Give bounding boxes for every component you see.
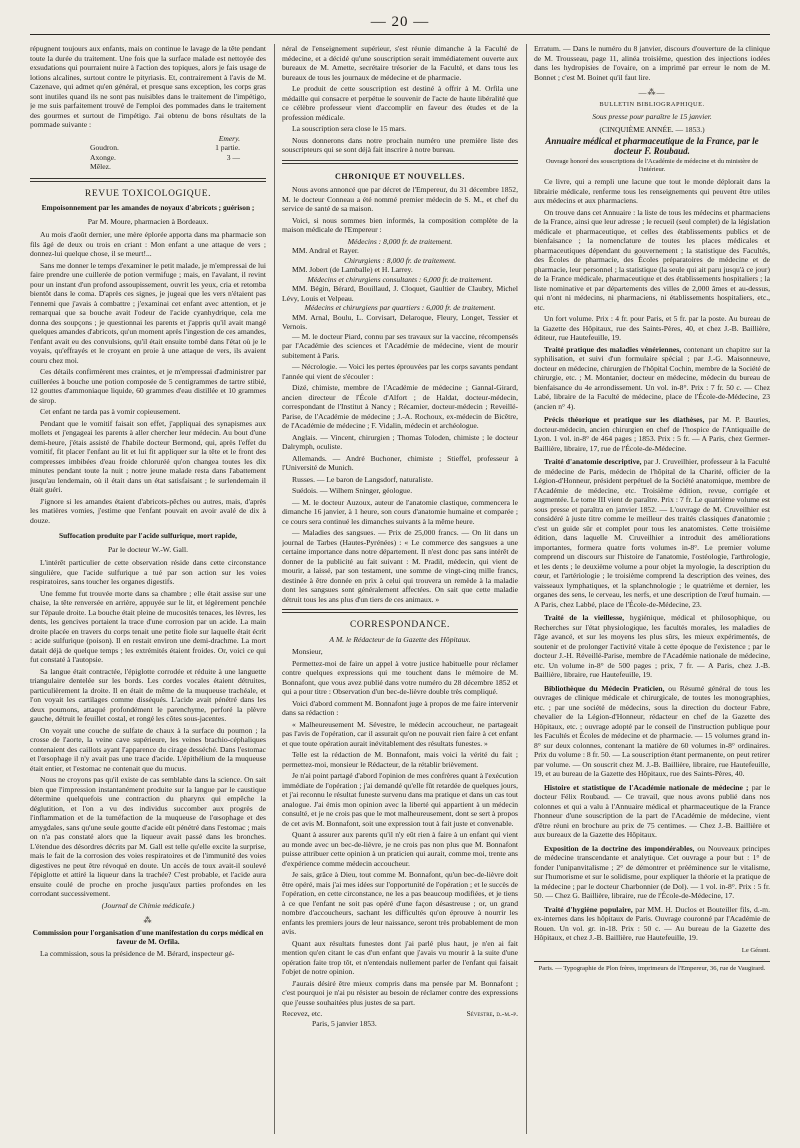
recipe-ingredient: Goudron.: [90, 143, 119, 153]
intro-paragraph: répugnent toujours aux enfants, mais on continue le lavage de la tête pendant toute la durée du traitement. Une fois que la surface malade est nettoyée des exsudations qui pourraient nuire à l'action des topiques, alors je fais usage de lotions alcalines, surtout contre le pityriasis. Et, contrairement à l'avis de M. Cazenave, qui admet qu'en général, et presque sans exception, les corps gras sont inutiles quand ils ne sont pas nuisibles dans le traitement de l'impétigo, je me suis parfaitement trouvé de l'emploi des pommades dans le traitement des gourmes et surtout de l'impétigo. J'ai obtenu de bons résultats de la pommade suivante :: [30, 44, 266, 129]
article-paragraph: Sa langue était contractée, l'épiglotte corrodée et réduite à une languette triangulaire dentelée sur les bords. Les cordes vocales étaient détruites, particulièrement la droite. Il en était de même de la muqueuse trachéale, et l'on voyait les cartilages comme disséqués. L'acide avait pénétré dans les deux poumons, attaqué profondément le parenchyme, perforé la plèvre gauche, détruit le feuillet costal, et rongé les côtes sous-jacentes.: [30, 666, 266, 724]
commission-p4: Nous donnerons dans notre prochain numéro une première liste des souscripteurs qui se sont déjà fait inscrire à notre bureau.: [282, 135, 518, 154]
commission-p2: Le produit de cette souscription est destiné à offrir à M. Orfila une médaille qui consacre et perpétue le souvenir de l'acte de haute libéralité que ce célèbre professeur vient d'accomplir en faveur des études et de la profession médicale.: [282, 84, 518, 122]
article-paragraph: Cet enfant ne tarda pas à vomir copieusement.: [40, 407, 181, 417]
entry-title: Traité d'hygiène populaire,: [544, 904, 633, 914]
chronique-paragraph: Voici, si nous sommes bien informés, la composition complète de la maison médicale de l'Empereur :: [282, 215, 518, 234]
article-source: (Journal de Chimie médicale.): [101, 900, 195, 910]
column-rule-2: [526, 44, 527, 1134]
bibliography-entry: [534, 613, 770, 680]
imperial-medical-household: [282, 237, 518, 332]
recipe-dose: 1 partie.: [215, 143, 240, 153]
letter-paragraph: Quant aux résultats funestes dont j'ai parlé plus haut, je n'en ai fait mention qu'en citant le cas d'un enfant que j'avais vu mourir à la suite d'une opération faite trop tôt, et n'entendais nullement parler de l'enfant qui faisait l'objet de notre opinion.: [282, 938, 518, 976]
annuaire-paragraph: On trouve dans cet Annuaire : la liste de tous les médecins et pharmaciens de la France, ainsi que leur adresse ; le recueil (seul complet) de la législation médicale et pharmaceutique, et celles des établissements publics et de bienfaisance ; la nomenclature de toutes les places médicales et pharmaceutiques dépendant du gouvernement ; la statistique des Facultés, des Écoles de pharmacie, des Écoles préparatoires de médecine et de pharmacie, leur personnel ; la statistique (la seule qui ait paru jusqu'à ce jour) de la France médicale, pharmaceutique et des établissements hospitaliers ; la liste nominative et par départements des villes de 2,000 âmes et au-dessus, qui n'ont ni médecins, ni pharmaciens, ni établissements hospitaliers, etc., etc.: [534, 207, 770, 312]
correspondance-date: Paris, 5 janvier 1853.: [312, 1018, 377, 1028]
letter-paragraph: Permettez-moi de faire un appel à votre justice habituelle pour réclamer contre quelques expressions qui me touchent dans le mémoire de M. Bonnafont, que vous avez publié dans votre numéro du 28 décembre 1852 et qui a pour titre : Observation d'un bec-de-lièvre double très compliqué.: [282, 658, 518, 696]
entry-title: Histoire et statistique de l'Académie nationale de médecine ;: [544, 782, 749, 792]
household-line: MM. Jobert (de Lamballe) et H. Larrey.: [292, 265, 413, 274]
entry-text: contenant un chapitre sur la syphilisation, et suivi d'un formulaire spécial ; par J.-G. Maisonneuve, docteur en médecine, chirurgien de l'hôpital Cochin, membre de la Société de chirurgie, etc. ; M. Montanier, docteur en médecine, médecin du bureau de bienfaisance du 4e arrondissement. Un vol. in-8°. Prix : 7 fr. 50 c. — Chez Labé, libraire de la Faculté de médecine, place de l'École-de-Médecine, 23 (ancien n° 4).: [534, 344, 770, 411]
chronique-paragraph: Dizé, chimiste, membre de l'Académie de médecine ; Gannal-Girard, ancien directeur de l'École d'Alfort ; de Haldat, docteur-médecin, correspondant de l'Institut à Nancy ; Récamier, docteur-médecin ; Reveillé-Parise, de l'Académie de médecine ; J.-A. Rochoux, ex-médecin de Bicêtre, de l'Académie de médecine ; F. Vidalin, médecin et archéologue.: [282, 383, 518, 430]
chronique-more: [282, 332, 518, 605]
letter-paragraph: J'aurais désiré être mieux compris dans ma pensée par M. Bonnafont ; c'est pourquoi je n'ai pu résister au besoin de réclamer contre des expressions que j'eusse souhaitées plus justes de sa part.: [282, 978, 518, 1007]
entry-text: par le docteur Félix Roubaud. — Ce travail, que nous avons publié dans nos colonnes et qui a valu à l'Annuaire médical et pharmaceutique de la France l'honneur d'une souscription de la part de l'Académie de médecine, vient d'être réuni en brochure au prix de 75 centimes. — Chez J.-B. Baillière et aux bureaux de la Gazette des Hôpitaux.: [534, 782, 770, 839]
household-line: MM. Bégin, Bérard, Bouillaud, J. Cloquet, Gaultier de Claubry, Michel Lévy, Louis et Velpeau.: [282, 284, 518, 303]
article-paragraph: J'ignore si les amandes étaient d'abricots-pêches ou autres, mais, d'après les matières vomies, j'estime que l'enfant pouvait en avoir avalé de dix à douze.: [30, 496, 266, 525]
article-byline-sulfuric: Par le docteur W.-W. Gall.: [107, 544, 189, 554]
recipe-row: [90, 153, 240, 163]
article-paragraph: Au mois d'août dernier, une mère éplorée apporta dans ma pharmacie son fils âgé de deux ou trois en criant : Mon enfant a une attaque de vers ; donnez-lui quelque chose, il se meurt!...: [30, 230, 266, 259]
recipe-row: [90, 162, 240, 172]
bibliography-entry: [534, 905, 770, 943]
article-paragraph: Pendant que le vomitif faisait son effet, j'appliquai des synapismes aux mollets et j'engageai les parents à aller chercher leur médecin. Au bout d'une demi-heure, j'étais assisté de l'habile docteur Bermond, qui, après l'effet du vomitif, fit placer l'enfant au lit et lui fit appliquer sur la tête et le front des compresses imbibées d'eau froide chloruréé qu'on changea toutes les dix minutes pendant toute la nuit ; notre jeune malade resta dans l'abattement jusqu'au lendemain, où il était dans un état satisfaisant ; le surlendemain il était guéri.: [30, 418, 266, 495]
section-title-toxicology: REVUE TOXICOLOGIQUE.: [84, 188, 212, 199]
page-header: [30, 12, 770, 35]
chronique-paragraph: Nous avons annoncé que par décret de l'Empereur, du 31 décembre 1852, M. le docteur Conneau a été nommé premier médecin de S. M., et chef du service de santé de sa maison.: [282, 185, 518, 213]
bibliography-entry: [534, 783, 770, 840]
gerant: Le Gérant.: [741, 946, 770, 954]
article-paragraph: Nous ne croyons pas qu'il existe de cas semblable dans la science. On sait bien que l'impression instantanément produite sur la langue par le caustique détermine quelquefois une contraction du pharynx qui empêche la déglutition, et l'on a vu des individus succomber aux progrès de l'inflammation et de la tuméfaction de la muqueuse de l'œsophage et des amygdales, sans qu'une seule goutte d'acide eût pénétré dans l'estomac ; mais on n'a pas constaté alors que la liqueur avait passé dans les bronches. L'étendue des désordres décrits par M. Gall est telle qu'elle excite la surprise, mais le fait de la corrosion des voies respiratoires et de l'immunité des voies digestives ne peut être révoqué en doute. Un accès de toux avait-il soulevé l'épiglotte et attiré la liqueur dans la trachée? C'est probable, et l'acide aura ensuite coulé de proche en proche jusqu'aux parties profondes en les corrodant successivement.: [30, 775, 266, 899]
article-paragraph: On voyait une couche de sulfate de chaux à la surface du poumon ; la crosse de l'aorte, la veine cave supérieure, les veines brachio-céphaliques contenaient des caillots ayant l'apparence du cirage desséché. Dans l'estomac et l'œsophage il n'y avait pas une trace d'acide. L'épithélium de la muqueuse était entier, et l'estomac ne contenait que du mucus.: [30, 725, 266, 773]
bibliography-entry: [534, 415, 770, 453]
chronique-paragraph: — M. le docteur Piard, connu par ses travaux sur la vaccine, récompensés par l'Académie des sciences et l'Académie de médecine, vient de mourir subitement à Paris.: [282, 331, 518, 360]
commission-continued: néral de l'enseignement supérieur, s'est réunie dimanche à la Faculté de médecine, et a décidé qu'une souscription serait immédiatement ouverte aux bureaux de M. Amette, secrétaire trésorier de la Faculté, et dans tous les bureaux de tous les journaux de médecine et de pharmacie.: [282, 44, 518, 82]
bulletin-year: (CINQUIÈME ANNÉE. — 1853.): [599, 124, 705, 134]
section-divider: [30, 178, 266, 182]
chronique-paragraph: Suédois. — Wilhem Sninger, géologue.: [292, 486, 413, 495]
annuaire-paragraph: Un fort volume. Prix : 4 fr. pour Paris, et 5 fr. par la poste. Au bureau de la Gazette des Hôpitaux, rue des Saints-Pères, 40, et chez J.-B. Baillière, éditeur, rue Hautefeuille, 19.: [534, 314, 770, 342]
chronique-body: [282, 185, 518, 235]
annuaire-paragraph: Ce livre, qui a rempli une lacune que tout le monde déplorait dans la librairie médicale, renferme tous les renseignements qui peuvent être utiles aux médecins et aux pharmaciens.: [534, 177, 770, 205]
letter-paragraph: Quant à assurer aux parents qu'il n'y eût rien à faire à un enfant qui vient au monde avec un bec-de-lièvre, je ne crois pas non plus que M. Bonnafont puisse attribuer cette opinion à un praticien qui aurait, comme moi, trente ans d'expérience comme médecin accoucheur.: [282, 830, 518, 868]
recipe-rows: [90, 143, 266, 172]
letter-paragraph: Je n'ai point partagé d'abord l'opinion de mes confrères quant à l'exécution immédiate de l'opération ; j'ai demandé qu'elle fût retardée de quelques jours, et j'ai reconnu le résultat funeste survenu dans ma pratique et dans un cas tout analogue. J'ai émis mon opinion avec la liberté qui appartient à un médecin consulté, et je ne crois pas que le mot malheureusement, dont se sert à propos de cet avis M. Bonnafont, soit une expression tout à fait juste et convenable.: [282, 771, 518, 828]
correspondance-addressee: A M. le Rédacteur de la Gazette des Hôpitaux.: [329, 634, 471, 644]
entry-text: ou Nouveaux principes de médecine transcendante et analytique. Cet ouvrage a pour but : 1° de fonder l'unipanvitalisme ; 2° de démontrer et prééminence sur le vitalisme, sur l'humorisme et sur le solidisme, pour expliquer la théorie et la pratique de la médecine ; par le docteur Charbonnier (de Dol). — 1 vol. in-8°. Prix : 5 fr. 50. — Chez G. Baillière, libraire, rue de l'École-de-Médecine, 17.: [534, 843, 770, 900]
annuaire-title: Annuaire médical et pharmaceutique de la France, par le docteur F. Roubaud.: [545, 136, 759, 156]
article-title-apricot: Empoisonnement par les amandes de noyaux d'abricots ; guérison ;: [41, 203, 255, 213]
commission-p3: La souscription sera close le 15 mars.: [292, 124, 407, 133]
entry-text: par MM. H. Duclos et Bouteiller fils, d.-m. ex-internes dans les hôpitaux de Paris. Ouvrage couronné par l'Académie de Rouen. Un vol. gr. in-18. Prix : 50 c. — Au bureau de la Gazette des Hôpitaux, et chez J.-B. Baillière, rue Hautefeuille, 19.: [534, 904, 770, 942]
bibliography-entry: [534, 345, 770, 412]
column-rule-1: [274, 44, 275, 1134]
section-divider: [282, 609, 518, 613]
entry-text: hygiénique, médical et philosophique, ou Recherches sur l'état physiologique, les facultés morales, les maladies de l'âge avancé, et sur les moyens les plus sûrs, les mieux expérimentés, de soutenir et de prolonger l'activité vitale à cette époque de l'existence ; par le docteur J.-H. Réveillé-Parise, membre de l'Académie nationale de médecine, etc. Un volume in-8° de 500 pages ; prix, 7 fr. — A Paris, chez J.-B. Baillière, libraire, rue Hautefeuille, 19.: [534, 613, 770, 679]
household-line: Médecins et chirurgiens par quartiers : 6,000 fr. de traitement.: [304, 303, 496, 312]
printer-footer: Paris. — Typographie de Plon frères, imprimeurs de l'Empereur, 36, rue de Vaugirard.: [534, 961, 770, 973]
chronique-paragraph: Russes. — Le baron de Langsdorf, naturaliste.: [292, 474, 434, 484]
bulletin-note: Sous presse pour paraître le 15 janvier.: [592, 112, 712, 121]
entry-title: Traité d'anatomie descriptive,: [544, 457, 642, 466]
household-line: MM. Andral et Rayer.: [292, 246, 359, 255]
erratum: Erratum. — Dans le numéro du 8 janvier, discours d'ouverture de la clinique de M. Trousseau, page 11, alinéa troisième, question des injections iodées dans les hydropisies de l'ovaire, on a imprimé par erreur le nom de M. Bonnet ; c'est M. Boinet qu'il faut lire.: [534, 44, 770, 82]
entry-title: Traité pratique des maladies vénériennes,: [544, 344, 682, 354]
article-body-apricot: [30, 230, 266, 525]
chronique-paragraph: — Nécrologie. — Voici les pertes éprouvées par les corps savants pendant l'année qui vient de s'écouler :: [282, 362, 518, 381]
entry-title: Exposition de la doctrine des impondérables,: [544, 843, 695, 853]
entry-title: Bibliothèque du Médecin Praticien,: [544, 683, 665, 693]
recipe-author: Emery.: [218, 133, 240, 143]
correspondance-signature: [282, 1009, 518, 1019]
chronique-paragraph: Anglais. — Vincent, chirurgien ; Thomas Toloden, chimiste ; le docteur Dalrymph, oculiste.: [282, 432, 518, 451]
bulletin-title: BULLETIN BIBLIOGRAPHIQUE.: [599, 100, 705, 108]
household-line: Chirurgiens : 8,000 fr. de traitement.: [344, 255, 456, 265]
letter-paragraph: Voici d'abord comment M. Bonnafont juge à propos de me faire intervenir dans sa rédaction :: [282, 698, 518, 717]
entry-text: par M. P. Bauries, docteur-médecin, ancien chirurgien en chef de l'hospice de l'Antiquaille de Lyon. 1 vol. in-8° de 464 pages ; 1853. Prix : 5 fr. — A Paris, chez Germer-Baillière, libraire, 17, rue de l'École-de-Médecine.: [534, 415, 770, 453]
article-paragraph: Ces détails confirmèrent mes craintes, et je m'empressai d'administrer par cuillerées à bouche une potion composée de 5 centigrammes de tartre stibié, 12 gouttes d'ammoniaque liquide, 60 grammes d'eau distillée et 10 grammes de sirop.: [30, 367, 266, 405]
bibliography-entry: [534, 844, 770, 901]
section-divider: [282, 160, 518, 164]
household-line: Médecins et chirurgiens consultants : 6,000 fr. de traitement.: [307, 274, 493, 284]
recipe: [90, 134, 266, 172]
recipe-ingredient: Mêlez.: [90, 162, 111, 172]
letter-paragraph: Monsieur,: [292, 647, 323, 656]
article-title-sulfuric: Suffocation produite par l'acide sulfurique, mort rapide,: [59, 531, 237, 541]
entry-title: Traité de la vieillesse,: [544, 613, 625, 622]
bibliography-entries: [534, 345, 770, 943]
bibliography-entry: [534, 457, 770, 609]
section-title-correspondance: CORRESPONDANCE.: [349, 620, 451, 630]
article-paragraph: L'intérêt particulier de cette observation réside dans cette circonstance singulière, que l'acide sulfurique a tué par son action sur les voies respiratoires, sans toucher les organes digestifs.: [30, 558, 266, 587]
chronique-paragraph: — M. le docteur Auzoux, auteur de l'anatomie clastique, commencera le dimanche 16 janvier, à 1 heure, son cours d'anatomie humaine et comparée ; ce cours sera continué les dimanches suivants à la même heure.: [282, 497, 518, 526]
letter-paragraph: « Malheureusement M. Sévestre, le médecin accoucheur, ne partageait pas l'avis de l'opération, car il assurait qu'on ne pouvait rien faire à cet enfant et que toute opération aurait inévitablement des résultats funestes. »: [282, 719, 518, 748]
letter-paragraph: Je sais, grâce à Dieu, tout comme M. Bonnafont, qu'un bec-de-lièvre doit être opéré, mais j'ai mes idées sur l'opportunité de l'opération ; et le succès de l'opération, en cette circonstance, ne les a pas beaucoup modifiées, et je tiens à ce que l'enfant ne soit pas opéré d'une façon désastreuse ; or, un grand nombre d'accoucheurs, sachant les difficultés qu'on éprouve à nourrir les enfants les premiers jours de leur naissance, seront très probablement de mon avis.: [282, 870, 518, 936]
bibliography-entry: [534, 684, 770, 779]
column-3: [534, 44, 770, 1140]
recipe-dose: 3 —: [226, 152, 240, 162]
signature-left: Recevez, etc.: [282, 1009, 323, 1018]
article-title-commission: Commission pour l'organisation d'une manifestation du corps médical en faveur de M. Orfila.: [32, 927, 264, 947]
ornament-divider: —⁂—: [638, 88, 666, 97]
article-paragraph: Une femme fut trouvée morte dans sa chambre ; elle était assise sur une chaise, la tête renversée en arrière, appuyée sur le lit, et légèrement penchée sur l'épaule droite. La bouche était pleine de mucosités tenaces, les lèvres, les dents, les gencives portaient la trace d'une corrosion par un acide. La main droite placée en travers du corps tenait une petite fiole sur laquelle était écrit : acide sulfurique (poison). Il en restait environ une demi-drachme. La mort datait déjà de quelque temps ; les extrémités étaient froides. Or, voici ce qui fut constaté à l'autopsie.: [30, 588, 266, 665]
household-line: Médecins : 8,000 fr. de traitement.: [347, 236, 453, 246]
correspondance-body: [282, 647, 518, 1007]
recipe-row: [90, 143, 240, 153]
annuaire-body: [534, 177, 770, 343]
signature-right: Sévestre, d.-m.-p.: [466, 1009, 518, 1018]
letter-paragraph: Telle est la rédaction de M. Bonnafont, mais voici la vérité du fait ; permettez-moi, monsieur le Rédacteur, de la rétablir brièvement.: [282, 750, 518, 769]
ornament-divider: ⁂: [143, 916, 153, 926]
entry-text: par J. Cruveilhier, professeur à la Faculté de médecine de Paris, médecin de l'hôpital de la Charité, officier de la Légion-d'Honneur, président perpétuel de la Société anatomique, membre de l'Académie de médecine, etc. Troisième édition, revue, corrigée et augmentée. Le tome III vient de paraître. Prix : 7 fr. Le quatrième volume est sous presse et paraîtra en janvier 1852. — L'ouvrage de M. Cruveilhier est considéré à juste titre comme le meilleur des traités classiques d'anatomie ; c'est un guide sûr et complet pour tous les anatomistes. Cette troisième édition, dans laquelle M. Cruveilhier a introduit des améliorations importantes, formera quatre forts volumes in-8°. Le premier volume comprend un discours sur l'histoire de l'anatomie, l'ostéologie, l'arthrologie, et les dents ; le deuxième volume a pour objet la myologie, la description du cœur, et l'artériologie ; le troisième comprend la description des veines, des vaisseaux lymphatiques, et la splanchnologie ; le quatrième et dernier, les organes des sens, le cerveau, les nerfs, et une description de l'œuf humain. — A Paris, chez Labbé, place de l'École-de-Médecine, 23.: [534, 457, 770, 609]
column-2: [282, 44, 518, 1140]
annuaire-subtitle: Ouvrage honoré des souscriptions de l'Académie de médecine et du ministère de l'intérieur.: [545, 158, 759, 173]
article-paragraph: Sans me donner le temps d'examiner le petit malade, je m'empressai de lui faire prendre une cuillerée de potion vermifuge ; mais, en l'avalant, il revint pour un instant d'un profond assoupissement, ouvrit les yeux, cria et retomba bientôt dans le coma. D'après ces signes, je jugeai que les vers n'étaient pas l'ennemi que j'avais à combattre ; j'examinai cet enfant avec attention, et je remarquai que sa bouche avait l'odeur de l'acide cyanhydrique, cela me donna des soupçons ; je questionnai les parents et j'appris qu'il avait mangé quelques amandes d'abricots, qu'un moment après l'ingestion de ces amandes, l'enfant avait eu des convulsions, qu'il était ensuite tombé dans l'état où je le voyais, qu'effrayés et le croyant en proie à une attaque de vers, ils avaient couru chez moi.: [30, 260, 266, 365]
household-line: MM. Arnal, Boulu, L. Corvisart, Delaroque, Fleury, Longet, Tessier et Vernois.: [282, 312, 518, 331]
article-body-commission: La commission, sous la présidence de M. Bérard, inspecteur gé-: [40, 948, 235, 958]
chronique-paragraph: — Maladies des sangsues. — Prix de 25,000 francs. — On lit dans un journal de Tarbes (Hautes-Pyrénées) : « Le commerce des sangsues a une certaine importance dans notre département. Il n'est donc pas sans intérêt de donner de la publicité au fait suivant : M. Pradil, médecin, qui vient de mourir, a laissé, par son testament, une somme de vingt-cinq mille francs, destinée à être donnée en prix à celui qui trouvera un remède à la maladie dont les sangsues sont généralement affectées. On sait que cette maladie détruit tous les ans plus d'un tiers de ces animaux. »: [282, 528, 518, 604]
recipe-ingredient: Axonge.: [90, 152, 116, 162]
column-1: [30, 44, 266, 1140]
page-number: — 20 —: [370, 14, 430, 30]
entry-title: Précis théorique et pratique sur les diathèses,: [544, 415, 705, 424]
article-byline-apricot: Par M. Moure, pharmacien à Bordeaux.: [87, 216, 209, 226]
article-body-sulfuric: [30, 558, 266, 899]
entry-text: ou Résumé général de tous les ouvrages de clinique médicale et chirurgicale, de toutes les monographies, etc. ; par une société de médecins, sous la direction du docteur Fabre, chevalier de la Légion-d'Honneur, rédacteur en chef de la Gazette des Hôpitaux, etc. ; ouvrage adopté par le conseil de l'instruction publique pour les Facultés et Écoles de médecine et de pharmacie. — 15 volumes grand in-8° sur deux colonnes, contenant la matière de 60 volumes in-8° ordinaires. Prix du volume : 8 fr. 50. — La souscription étant permanente, on peut retirer par volume. — On souscrit chez M. J.-B. Baillière, libraire, rue Hautefeuille, 19, et au bureau de la Gazette des Hôpitaux, rue des Saints-Pères, 40.: [534, 683, 770, 778]
section-title-chronique: CHRONIQUE ET NOUVELLES.: [335, 171, 465, 181]
chronique-paragraph: Allemands. — André Buchoner, chimiste ; Stieffel, professeur à l'Université de Munich.: [282, 453, 518, 472]
